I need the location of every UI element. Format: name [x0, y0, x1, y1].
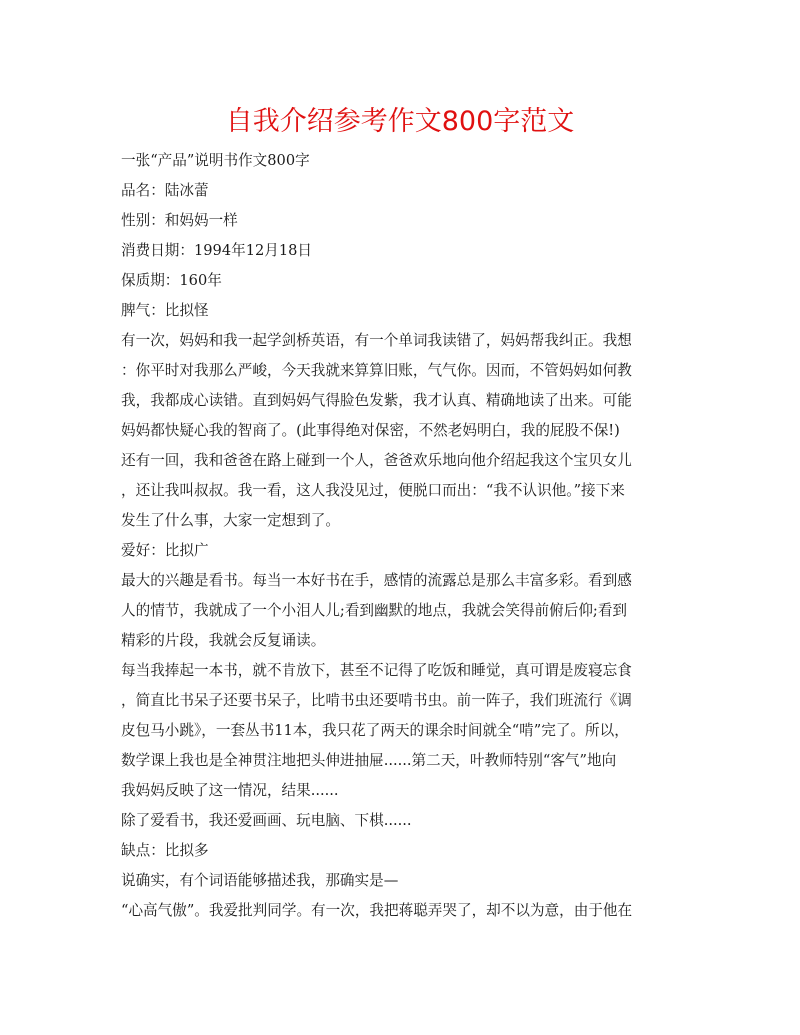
text-line: 精彩的片段，我就会反复诵读。 — [121, 632, 326, 649]
text-line: 发生了什么事，大家一定想到了。 — [121, 512, 340, 529]
text-line: 性别：和妈妈一样 — [121, 212, 238, 229]
text-line: 每当我捧起一本书，就不肯放下，甚至不记得了吃饭和睡觉，真可谓是废寝忘食 — [121, 662, 632, 679]
text-line: ：你平时对我那么严峻，今天我就来算算旧账，气气你。因而，不管妈妈如何教 — [121, 362, 632, 379]
text-line: 妈妈都快疑心我的智商了。(此事得绝对保密，不然老妈明白，我的屁股不保!) — [121, 422, 620, 439]
text-line: 我妈妈反映了这一情况，结果...... — [121, 782, 339, 799]
text-line: ，还让我叫叔叔。我一看，这人我没见过，便脱口而出：“我不认识他。”接下来 — [121, 482, 625, 499]
text-line: 品名：陆冰蕾 — [121, 182, 209, 199]
text-line: 保质期：160年 — [121, 272, 222, 289]
text-line: 脾气：比拟怪 — [121, 302, 209, 319]
text-line: “心高气傲”。我爱批判同学。有一次，我把蒋聪弄哭了，却不以为意，由于他在 — [121, 902, 633, 919]
text-line: 缺点：比拟多 — [121, 842, 209, 859]
text-line: ，简直比书呆子还要书呆子，比啃书虫还要啃书虫。前一阵子，我们班流行《调 — [121, 692, 632, 709]
document-title: 自我介绍参考作文800字范文 — [225, 106, 575, 137]
text-line: 消费日期：1994年12月18日 — [121, 242, 313, 259]
text-line: 爱好：比拟广 — [121, 542, 209, 559]
document-body — [121, 146, 681, 926]
text-line: 最大的兴趣是看书。每当一本好书在手，感情的流露总是那么丰富多彩。看到感 — [121, 572, 632, 589]
text-line: 我，我都成心读错。直到妈妈气得脸色发紫，我才认真、精确地读了出来。可能 — [121, 392, 632, 409]
text-line: 人的情节，我就成了一个小泪人儿;看到幽默的地点，我就会笑得前俯后仰;看到 — [121, 602, 628, 619]
text-line: 除了爱看书，我还爱画画、玩电脑、下棋...... — [121, 812, 412, 829]
text-line: 数学课上我也是全神贯注地把头伸进抽屉......第二天，叶教师特别“客气”地向 — [121, 752, 617, 769]
text-line: 皮包马小跳》，一套丛书11本，我只花了两天的课余时间就全“啃”完了。所以， — [121, 722, 629, 739]
text-line: 还有一回，我和爸爸在路上碰到一个人，爸爸欢乐地向他介绍起我这个宝贝女儿 — [121, 452, 632, 469]
text-line: 有一次，妈妈和我一起学剑桥英语，有一个单词我读错了，妈妈帮我纠正。我想 — [121, 332, 632, 349]
text-line: 一张“产品”说明书作文800字 — [121, 152, 310, 169]
text-line: 说确实，有个词语能够描述我，那确实是— — [121, 872, 399, 889]
